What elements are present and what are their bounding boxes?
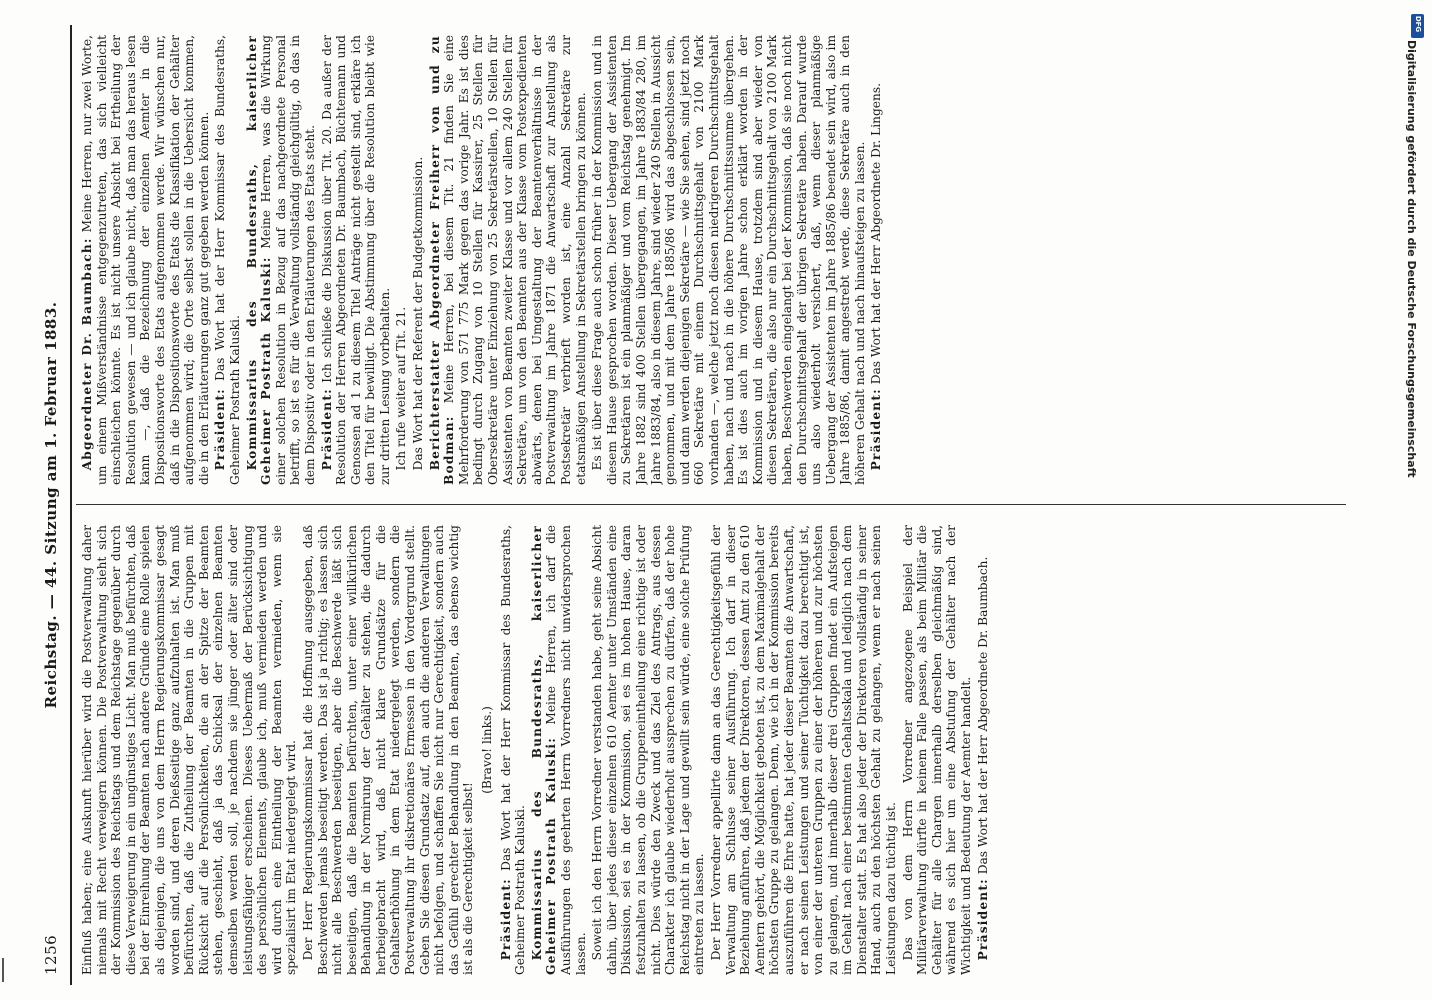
- speaker-label: Abgeordneter Dr. Baumbach:: [80, 237, 94, 471]
- paragraph: [901, 525, 974, 975]
- paragraph-text: Ich rufe weiter auf Tit. 21.: [394, 306, 409, 471]
- paragraph-text: Soweit ich den Herrn Vorredner verstanden habe, geht seine Absicht dahin, über jedes dieser einzelnen 610 Aemter unter Umständen eine Diskussion, sei es in der Kommission, sei es im hohen Hause, daran festzuhalten zu lassen, ob die Gruppeneintheilung eine richtige ist oder nicht. Dies würde den Zweck und das Ziel des Antrags, aus dessen Charakter ich glaube wiederholt aussprechen zu dürfen, daß der hohe Reichstag nicht in der Lage und gewillt sein würde, eine solche Prüfung eintreten zu lassen.: [590, 525, 707, 975]
- paragraph: [245, 35, 318, 485]
- page-number: 1256: [42, 934, 60, 975]
- paragraph-text: Ich schließe die Diskussion über Tit. 20. Da außer der Resolution der Herren Abgeordneten Dr. Baumbach, Büchtemann und Genossen ad 1 zu diesem Titel Anträge nicht gestellt sind, erkläre ich den Titel für bewilligt. Die Abstimmung über die Resolution bleibt wie zur dritten Lesung vorbehalten.: [319, 35, 392, 485]
- speaker-label: Kommissarius des Bundesraths, kaiserlicher Geheimer Postrath Kaluski:: [529, 525, 559, 975]
- left-column: [80, 525, 1340, 975]
- paragraph-text: Der Herr Vorredner appellirte dann an das Gerechtigkeitsgefühl der Verwaltung am Schlusse seiner Ausführung. Ich darf in dieser Beziehung anführen, daß jedem der Direktoren, dessen Amt zu den 610 Aemtern gehört, die Möglichkeit geboten ist, zu dem Maximalgehalt der höchsten Gruppe zu gelangen. Denn, wie ich in der Kommission bereits auszuführen die Ehre hatte, hat jeder dieser Beamten die Anwartschaft, er nach seinen Leistungen und seiner Tüchtigkeit dazu berechtigt ist, von einer der unteren Gruppen zu einer der höheren und zur höchsten zu gelangen, und innerhalb dieser drei Gruppen findet ein Aufsteigen im Gehalt nach einer bestimmten Gehaltsskala und lediglich nach dem Dienstalter statt. Es hat also jeder der Direktoren vollständig in seiner Hand, auch zu den höchsten Gehalt zu gelangen, wenn er nach seinen Leistungen dazu tüchtig ist.: [708, 525, 899, 975]
- paragraph-text: Das Wort hat der Herr Abgeordnete Dr. Lingens.: [869, 83, 884, 385]
- paragraph: [411, 35, 426, 485]
- speaker-label: Berichterstatter Abgeordneter Freiherr von und zu Bodman:: [427, 35, 457, 485]
- paragraph: [530, 525, 588, 975]
- running-head: Reichstag. — 44. Sitzung am 1. Februar 1883.: [42, 301, 60, 709]
- paragraph-text: (Bravo! links.): [480, 706, 495, 794]
- rotated-document-page: [40, 25, 1375, 985]
- paragraph: [976, 525, 991, 975]
- paragraph-text: Es ist über diese Frage auch schon früher in der Kommission und in diesem Hause gesprochen worden. Dieser Uebergang der Assistenten zu Sekretären ist ein planmäßiger und vom Reichstag genehmigt. Im Jahre 1882 sind 400 Stellen übergegangen, im Jahre 1883/84 280, im Jahre 1883/84, also in diesem Jahre, sind wieder 240 Stellen in Aussicht genommen, und mit dem Jahre 1885/86 wird das abgeschlossen sein, und dann werden diejenigen Sekretäre — wie Sie sehen, sind jetzt noch 660 Sekretäre mit einem Durchschnittsgehalt von 2100 Mark vorhanden —, welche jetzt noch diesen niedrigeren Durchschnittsgehalt haben, nach und nach in die höhere Durchschnittssumme übergehen. Es ist dies auch im vorigen Jahre schon erklärt worden in der Kommission und in diesem Hause, trotzdem sind aber wieder von diesen Sekretären, die also nur ein Durchschnittsgehalt von 2100 Mark haben, Beschwerden eingelangt bei der Kommission, daß sie noch nicht den Durchschnittsgehalt der übrigen Sekretäre haben. Darauf wurde uns also wiederholt versichert, daß, wenn dieser planmäßige Uebergang der Assistenten im Jahre 1885/86 beendet sein wird, also im Jahre 1885/86, damit angestrebt werde, diese Sekretäre auch in den höheren Gehalt nach und nach hinaufsteigen zu lassen.: [590, 35, 867, 485]
- dfg-logo: DFG: [1411, 14, 1424, 38]
- paragraph: [301, 525, 476, 975]
- paragraph: [320, 35, 393, 485]
- paragraph-text: Das Wort hat der Herr Kommissar des Bundesraths, Geheimer Postrath Kaluski.: [213, 35, 242, 485]
- speaker-label: Präsident:: [869, 388, 884, 471]
- paragraph: [80, 525, 299, 975]
- paragraph: [869, 35, 884, 485]
- speaker-label: Präsident:: [319, 388, 334, 471]
- paragraph-text: Meine Herren, nur zwei Worte, um einem Mißverständnisse entgegenzutreten, das sich vielleicht einschleichen könnte. Es ist nicht unsere Absicht bei Ertheilung der Resolution gewesen — und ich glaube nicht, daß man das heraus lesen kann —, daß die Bezeichnung der einzelnen Aemter in die Dispositionsworte des Etats aufgenommen werde. Wir wünschen nur, daß in die Dispositionsworte des Etats die Klassifikation der Gehälter aufgenommen wird; die Orte selbst sollen in die Uebersicht kommen, die in den Erläuterungen ganz gut gegeben werden können.: [80, 35, 211, 485]
- paragraph-text: Das Wort hat der Referent der Budgetkommission.: [411, 156, 426, 471]
- paragraph-text: Das Wort hat der Herr Kommissar des Bundesraths, Geheimer Postrath Kaluski.: [498, 525, 528, 975]
- paragraph: [428, 35, 589, 485]
- header-rule: [70, 25, 72, 985]
- paragraph: [213, 35, 242, 485]
- paragraph-text: Der Herr Regierungskommissar hat die Hoffnung ausgegeben, daß Beschwerden jemals beseitigt werden. Das ist ja richtig; es lassen sich nicht alle Beschwerden beseitigen, aber die Beschwerde läßt sich beseitigen, daß die Beamten befürchten, unter einer willkürlichen Behandlung in der Normirung der Gehälter zu stehen, die dadurch herbeigebracht wird, daß nicht klare Grundsätze für die Gehaltserhöhung in dem Etat niedergelegt werden, sondern die Postverwaltung ihr diskretionäres Ermessen in den Vordergrund stellt. Geben Sie diesen Grundsatz auf, den auch die anderen Verwaltungen nicht befolgen, und schaffen Sie nicht nur Gerechtigkeit, sondern auch das Gefühl gerechter Behandlung in den Beamten, das ebenso wichtig ist als die Gerechtigkeit selbst!: [300, 525, 476, 975]
- paragraph: [709, 525, 899, 975]
- paragraph: [80, 35, 211, 485]
- speaker-label: Präsident:: [975, 878, 990, 961]
- scan-edge-mark: [2, 958, 10, 982]
- paragraph-text: Das Wort hat der Herr Abgeordnete Dr. Baumbach.: [975, 556, 990, 875]
- page-header: [40, 25, 66, 985]
- paragraph: [590, 35, 867, 485]
- funding-note: Digitalisierung gefördert durch die Deutsche Forschungsgemeinschaft: [1405, 40, 1418, 478]
- paragraph: [394, 35, 409, 485]
- speaker-label: Präsident:: [498, 878, 513, 961]
- right-column: [80, 35, 1340, 485]
- paragraph-text: Meine Herren, was die Wirkung einer solchen Resolution in Bezug auf das nachgeordnete Personal betrifft, so ist es für die Verwaltung vollständig gleichgültig, ob das in dem Dispositiv oder in den Erläuterungen des Etats steht.: [259, 35, 317, 485]
- paragraph: [480, 525, 495, 975]
- paragraph-text: Meine Herren, ich darf die Ausführungen des geehrten Herrn Vorredners nicht unwidersprochen lassen.: [544, 525, 588, 975]
- paragraph: [590, 525, 707, 975]
- paragraph-text: Einfluß haben; eine Auskunft hierüber wird die Postverwaltung daher niemals mit Recht verweigern können. Die Postverwaltung sieht sich der Kommission des Reichstags und dem Reichstage gegenüber durch diese Verweigerung in ein ungünstiges Licht. Man muß befürchten, daß bei der Einreihung der Beamten nach andere Gründe eine Rolle spielen als diejenigen, die uns von dem Herrn Regierungskommissar gesagt worden sind, und deren Dießseitige ganz aufzuhalten ist. Man muß befürchten, daß die Zutheilung der Beamten in die Gruppen mit Rücksicht auf die Persönlichkeiten, die an der Spitze der Beamten stehen, geschieht, daß ja das Schicksal der einzelnen Beamten demselben werden soll, je nachdem sie jünger oder älter sind oder leistungsfähiger erscheinen. Dieses Uebermaß der Berücksichtigung des persönlichen Elements, glaube ich, muß vermieden werden und wird durch eine Eintheilung der Beamten vermieden, wenn sie spezialisirt im Etat niedergelegt wird.: [80, 525, 299, 975]
- speaker-label: Präsident:: [213, 388, 228, 471]
- speaker-label: Kommissarius des Bundesraths, kaiserlicher Geheimer Postrath Kaluski:: [244, 35, 274, 485]
- paragraph-text: Meine Herren, bei diesem Tit. 21 finden Sie eine Mehrforderung von 571 775 Mark gegen das vorige Jahr. Es ist dies bedingt durch Zugang von 10 Stellen für Kassirer, 25 Stellen für Obersekretäre unter Einziehung von 25 Sekretärstellen, 10 Stellen für Assistenten von Beamten zweiter Klasse und vor allem 240 Stellen für Sekretäre, um von den Beamten aus der Klasse vom Postexpedienten abwärts, denen bei Umgestaltung der Beamtenverhältnisse in der Postverwaltung im Jahre 1871 die Anwartschaft zur Anstellung als Postsekretär verbrieft worden ist, eine Anzahl Sekretäre zur etatsmäßigen Anstellung in Sekretärstellen bringen zu können.: [442, 35, 588, 485]
- column-divider: [76, 504, 1346, 505]
- paragraph-text: Das von dem Herrn Vorredner angezogene Beispiel der Militärverwaltung dürfte in keinem Falle passen, als beim Militär die Gehälter für alle Chargen innerhalb derselben gleichmäßig sind, während es sich hier um eine Abstufung der Gehälter nach der Wichtigkeit und Bedeutung der Aemter handelt.: [900, 525, 974, 975]
- paragraph: [499, 525, 528, 975]
